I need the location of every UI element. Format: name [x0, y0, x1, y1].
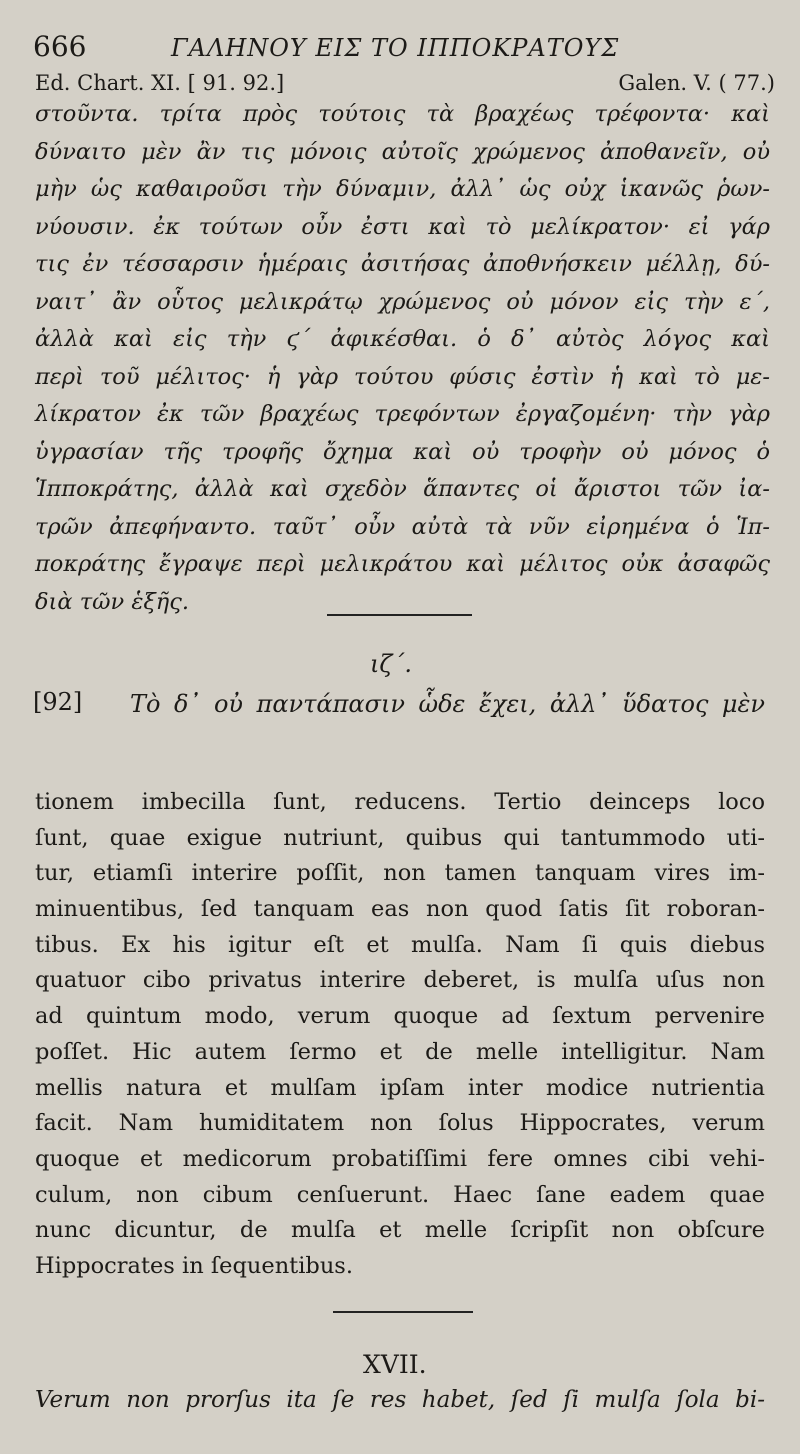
latin-line: minuentibus, ſed tanquam eas non quod ſatis ſit roboran-	[35, 896, 765, 923]
edition-reference-line	[35, 71, 775, 99]
latin-section-number: XVII.	[363, 1350, 427, 1379]
running-header	[33, 28, 773, 68]
page-marker: [92]	[33, 688, 83, 716]
greek-line: περὶ τοῦ μέλιτος· ἡ γὰρ τούτου φύσις ἐστὶν ἡ καὶ τὸ με-	[35, 363, 770, 390]
greek-line: λίκρατον ἐκ τῶν βραχέως τρεφόντων ἐργαζομένη· τὴν γὰρ	[35, 401, 770, 427]
latin-line: mellis natura et mulſam ipſam inter modice nutrientia	[35, 1074, 765, 1101]
page-number: 666	[33, 30, 87, 63]
latin-line: poſſet. Hic autem ſermo et de melle intelligitur. Nam	[35, 1038, 765, 1065]
latin-line: ad quintum modo, verum quoque ad ſextum pervenire	[35, 1003, 765, 1030]
greek-line: ἀλλὰ καὶ εἰς τὴν ϛ΄ ἀφικέσθαι. ὁ δ᾽ αὐτὸς λόγος καὶ	[35, 326, 770, 352]
latin-text-block	[35, 785, 765, 1285]
section-divider-rule	[327, 614, 472, 616]
latin-line: ſunt, quae exigue nutriunt, quibus qui tantummodo uti-	[35, 824, 765, 851]
edition-reference-kuhn: Galen. V. ( 77.)	[618, 71, 775, 95]
greek-line: διὰ τῶν ἑξῆς.	[35, 588, 190, 615]
latin-line: tibus. Ex his igitur eſt et mulſa. Nam ſi quis diebus	[35, 931, 765, 958]
latin-line: facit. Nam humiditatem non ſolus Hippocrates, verum	[35, 1110, 765, 1137]
latin-line: quoque et medicorum probatiſſimi fere omnes cibi vehi-	[35, 1145, 765, 1172]
greek-text-block	[35, 96, 770, 621]
latin-line: nunc dicuntur, de mulſa et melle ſcripſit non obſcure	[35, 1217, 765, 1244]
greek-line: στοῦντα. τρίτα πρὸς τούτοις τὰ βραχέως τρέφοντα· καὶ	[35, 101, 770, 127]
greek-section-number: ιζ΄.	[370, 650, 413, 678]
latin-line: tur, etiamſi interire poſſit, non tamen tanquam vires im-	[35, 860, 765, 887]
running-title: ΓΑΛΗΝΟΥ ΕΙΣ ΤΟ ΙΠΠΟΚΡΑΤΟΥΣ	[171, 34, 620, 62]
latin-section-first-line: Verum non prorſus ita ſe res habet, ſed ſi mulſa ſola bi-	[35, 1387, 765, 1413]
edition-reference-chartier: Ed. Chart. XI. [ 91. 92.]	[35, 71, 285, 95]
greek-line: μὴν ὡς καθαιροῦσι τὴν δύναμιν, ἀλλ᾽ ὡς οὐχ ἱκανῶς ῥων-	[35, 176, 770, 202]
greek-line: ποκράτης ἔγραψε περὶ μελικράτου καὶ μέλιτος οὐκ ἀσαφῶς	[35, 551, 770, 577]
section-divider-rule	[333, 1311, 473, 1313]
greek-line: ὑγρασίαν τῆς τροφῆς ὄχημα καὶ οὐ τροφὴν οὐ μόνος ὁ	[35, 438, 770, 465]
greek-line: Ἱπποκράτης, ἀλλὰ καὶ σχεδὸν ἅπαντες οἱ ἄριστοι τῶν ἰα-	[35, 476, 770, 502]
latin-line: quatuor cibo privatus interire deberet, is mulſa uſus non	[35, 967, 765, 994]
latin-line: tionem imbecilla ſunt, reducens. Tertio deinceps loco	[35, 789, 765, 815]
greek-section-opening	[33, 688, 765, 728]
greek-line: ναιτ᾽ ἂν οὗτος μελικράτῳ χρώμενος οὐ μόνον εἰς τὴν ε΄,	[35, 288, 770, 315]
latin-line: Hippocrates in ſequentibus.	[35, 1252, 354, 1279]
greek-section-first-line: Τὸ δ᾽ οὐ παντάπασιν ὧδε ἔχει, ἀλλ᾽ ὕδατος μὲν	[130, 690, 765, 718]
greek-line: νύουσιν. ἐκ τούτων οὖν ἐστι καὶ τὸ μελίκρατον· εἰ γάρ	[35, 213, 770, 240]
greek-line: δύναιτο μὲν ἂν τις μόνοις αὐτοῖς χρώμενος ἀποθανεῖν, οὐ	[35, 138, 770, 165]
greek-line: τρῶν ἀπεφήναντο. ταῦτ᾽ οὖν αὐτὰ τὰ νῦν εἰρημένα ὁ Ἱπ-	[35, 513, 770, 540]
latin-line: culum, non cibum cenſuerunt. Haec ſane eadem quae	[35, 1181, 765, 1208]
greek-line: τις ἐν τέσσαρσιν ἡμέραις ἀσιτήσας ἀποθνήσκειν μέλλῃ, δύ-	[35, 251, 770, 277]
